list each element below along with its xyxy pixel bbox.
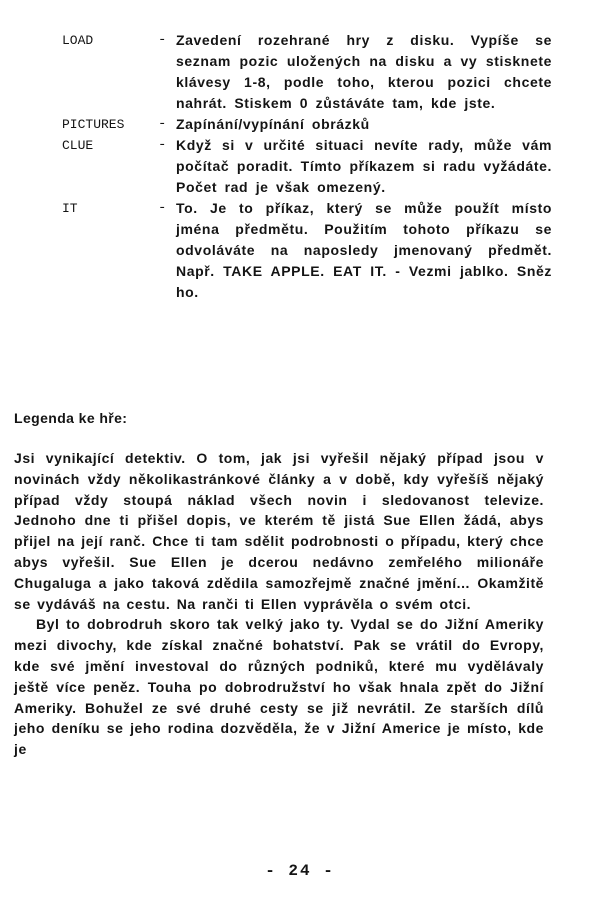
command-dash: - — [158, 137, 167, 153]
story-paragraph: Byl to dobrodruh skoro tak velký jako ty. Vydal se do Jižní Ameriky mezi divochy, kde získal značné bohatství. Pak se vrátil do Evropy, kde své jmění investoval do různých podniků, které mu vydělávaly ještě více peněz. Touha po dobrodružství ho však hnala zpět do Jižní Ameriky. Bohužel ze své druhé cesty se již nevrátil. Ze starších dílů jeho deníku se jeho rodina dozvěděla, že v Jižní Americe je místo, kde je — [14, 616, 544, 758]
command-description: Zapínání/vypínání obrázků — [176, 116, 370, 132]
command-description: Zavedení rozehrané hry z disku. Vypíše se seznam pozic uložených na disku a vy stisknete klávesy 1-8, podle toho, kterou pozici chcete nahrát. Stiskem 0 zůstáváte tam, kde jste. — [176, 32, 552, 111]
command-dash: - — [158, 32, 167, 48]
command-name: CLUE — [62, 138, 94, 153]
command-entry-pictures — [62, 114, 552, 135]
command-description: To. Je to příkaz, který se může použít místo jména předmětu. Použitím tohoto příkazu se odvoláváte na naposledy jmenovaný předmět. Např. TAKE APPLE. EAT IT. - Vezmi jablko. Sněz ho. — [176, 200, 552, 300]
command-name: IT — [62, 201, 78, 216]
command-description: Když si v určité situaci nevíte rady, může vám počítač poradit. Tímto příkazem si radu vyžádáte. Počet rad je však omezený. — [176, 137, 552, 195]
command-dash: - — [158, 200, 167, 216]
legend-heading: Legenda ke hře: — [14, 410, 128, 426]
command-name: PICTURES — [62, 117, 125, 132]
command-entry-load — [62, 30, 552, 114]
command-list — [62, 30, 552, 303]
page-number: - 24 - — [265, 862, 335, 880]
command-entry-it — [62, 198, 552, 303]
story-paragraph: Jsi vynikající detektiv. O tom, jak jsi vyřešil nějaký případ jsou v novinách vždy několikastránkové články a v době, kdy vyřešíš nějaký případ vždy stoupá náklad všech novin i sledovanost televize. Jednoho dne ti přišel dopis, ve kterém tě jistá Sue Ellen žádá, abys přijel na její ranč. Chce ti tam sdělit podrobnosti o případu, který chce abys vyřešil. Sue Ellen je dcerou nedávno zemřelého milionáře Chugaluga a jako taková zdědila samozřejmě značné jmění... Okamžitě se vydáváš na cestu. Na ranči ti Ellen vyprávěla o svém otci. — [14, 450, 544, 612]
story-text — [14, 448, 544, 760]
command-dash: - — [158, 116, 167, 132]
command-entry-clue — [62, 135, 552, 198]
command-name: LOAD — [62, 33, 94, 48]
